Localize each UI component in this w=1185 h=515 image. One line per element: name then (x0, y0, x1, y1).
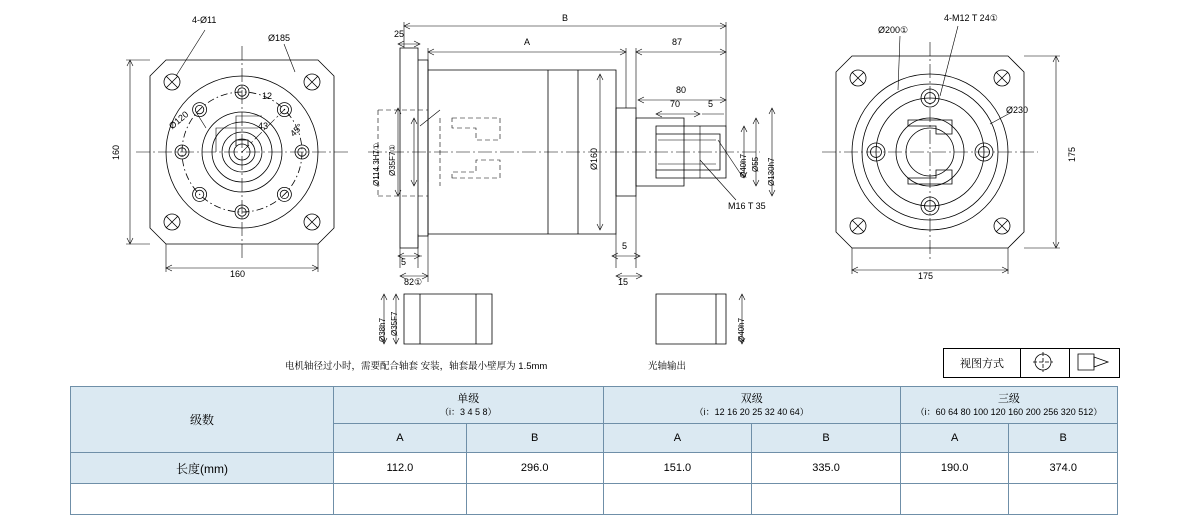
front-leader-thread (700, 160, 736, 200)
label-left-key-width: 12 (262, 91, 273, 101)
front-dim-25 (398, 41, 420, 47)
label-front-out-boss: Ø55 (751, 156, 760, 172)
label-front-70: 70 (670, 99, 681, 109)
table-group-2-name: 三级 (997, 392, 1020, 405)
table-group-1 (603, 387, 900, 424)
note-bushing: 电机轴径过小时，需要配合轴套 安装，轴套最小壁厚为 1.5mm (285, 361, 548, 372)
label-front-B: B (562, 13, 569, 23)
label-front-5a: 5 (708, 99, 714, 109)
label-front-15: 15 (618, 277, 629, 287)
table-group-0-ratios: （i：3 4 5 8） (440, 407, 497, 418)
projection-symbol (1070, 349, 1119, 377)
table-empty-6 (1009, 484, 1118, 515)
label-front-25: 25 (394, 29, 405, 39)
label-right-bolts: 4-M12 T 24① (944, 13, 998, 23)
table-sub-1-A: A (603, 424, 752, 453)
table-sub-2-A: A (900, 424, 1009, 453)
label-left-angle: 45° (288, 121, 305, 139)
table-empty-2 (466, 484, 603, 515)
table-empty-row (71, 484, 1118, 515)
label-front-out-flange: Ø130h7 (767, 157, 776, 186)
bushing-outline (404, 294, 492, 344)
table-group-2-ratios: （i：60 64 80 100 120 160 200 256 320 512） (915, 407, 1103, 418)
right-view-center-lines (822, 42, 1038, 262)
label-left-holes: 4-Ø11 (192, 15, 217, 25)
table-sub-0-B: B (466, 424, 603, 453)
table-empty-0 (71, 484, 334, 515)
label-front-87: 87 (672, 37, 683, 47)
first-angle-symbol (1021, 349, 1070, 377)
table-row-label: 长度(mm) (71, 453, 334, 484)
label-left-shaft-length: 43 (258, 121, 269, 131)
table-value-0-B: 296.0 (466, 453, 603, 484)
label-right-od200: Ø200① (878, 25, 909, 35)
label-right-height: 175 (1067, 146, 1077, 162)
table-value-1-A: 151.0 (603, 453, 752, 484)
label-front-body-od: Ø160 (589, 147, 599, 170)
table-value-2-B: 374.0 (1009, 453, 1118, 484)
right-view-leader-bolts (940, 26, 958, 96)
table-sub-1-B: B (752, 424, 901, 453)
label-front-out-shaft: Ø40h7 (739, 153, 748, 178)
view-method-label: 视图方式 (944, 349, 1021, 377)
label-left-width: 160 (230, 269, 246, 279)
label-front-pilot1: Ø114.3H7① (372, 142, 381, 186)
table-group-1-name: 双级 (740, 392, 763, 405)
table-col0-header: 级数 (71, 387, 334, 453)
label-front-thread: M16 T 35 (728, 201, 766, 211)
table-group-0 (334, 387, 604, 424)
table-group-2 (900, 387, 1117, 424)
label-right-od230: Ø230 (1006, 105, 1029, 115)
label-bushing-od: Ø38h7 (378, 317, 387, 342)
label-front-pilot2: Ø35F7① (388, 144, 397, 176)
label-left-height: 160 (111, 144, 121, 160)
label-front-82: 82① (404, 277, 423, 287)
label-front-80: 80 (676, 85, 687, 95)
table-empty-4 (752, 484, 901, 515)
right-view-leader-od200 (898, 36, 900, 90)
table-value-1-B: 335.0 (752, 453, 901, 484)
table-value-row (71, 453, 1118, 484)
label-left-od: Ø185 (268, 33, 291, 43)
label-front-5c: 5 (622, 241, 628, 251)
table-value-2-A: 190.0 (900, 453, 1009, 484)
table-header-row (71, 387, 1118, 424)
front-dim-bottom (398, 196, 642, 282)
table-empty-5 (900, 484, 1009, 515)
label-left-pcd: Ø120 (167, 109, 191, 132)
table-group-0-name: 单级 (457, 392, 480, 405)
table-sub-0-A: A (334, 424, 467, 453)
table-empty-3 (603, 484, 752, 515)
table-empty-1 (334, 484, 467, 515)
table-group-1-ratios: （i：12 16 20 25 32 40 64） (694, 407, 809, 418)
front-dim-A (428, 48, 626, 108)
view-method-box (943, 348, 1120, 378)
shaft-outline (656, 294, 726, 344)
label-bushing-id: Ø35F7 (390, 311, 399, 336)
table-value-0-A: 112.0 (334, 453, 467, 484)
label-shaft-od: Ø40h7 (737, 317, 746, 342)
left-view-leader-od (284, 44, 295, 72)
label-front-A: A (524, 37, 531, 47)
front-adapter-step (418, 60, 428, 236)
note-shaft: 光轴输出 (648, 361, 687, 372)
front-adapter-plate (400, 48, 418, 248)
left-view-leader-holes (176, 30, 205, 76)
table-sub-2-B: B (1009, 424, 1118, 453)
label-right-width: 175 (918, 271, 934, 281)
length-table (70, 386, 1118, 515)
label-front-5b: 5 (401, 257, 407, 267)
